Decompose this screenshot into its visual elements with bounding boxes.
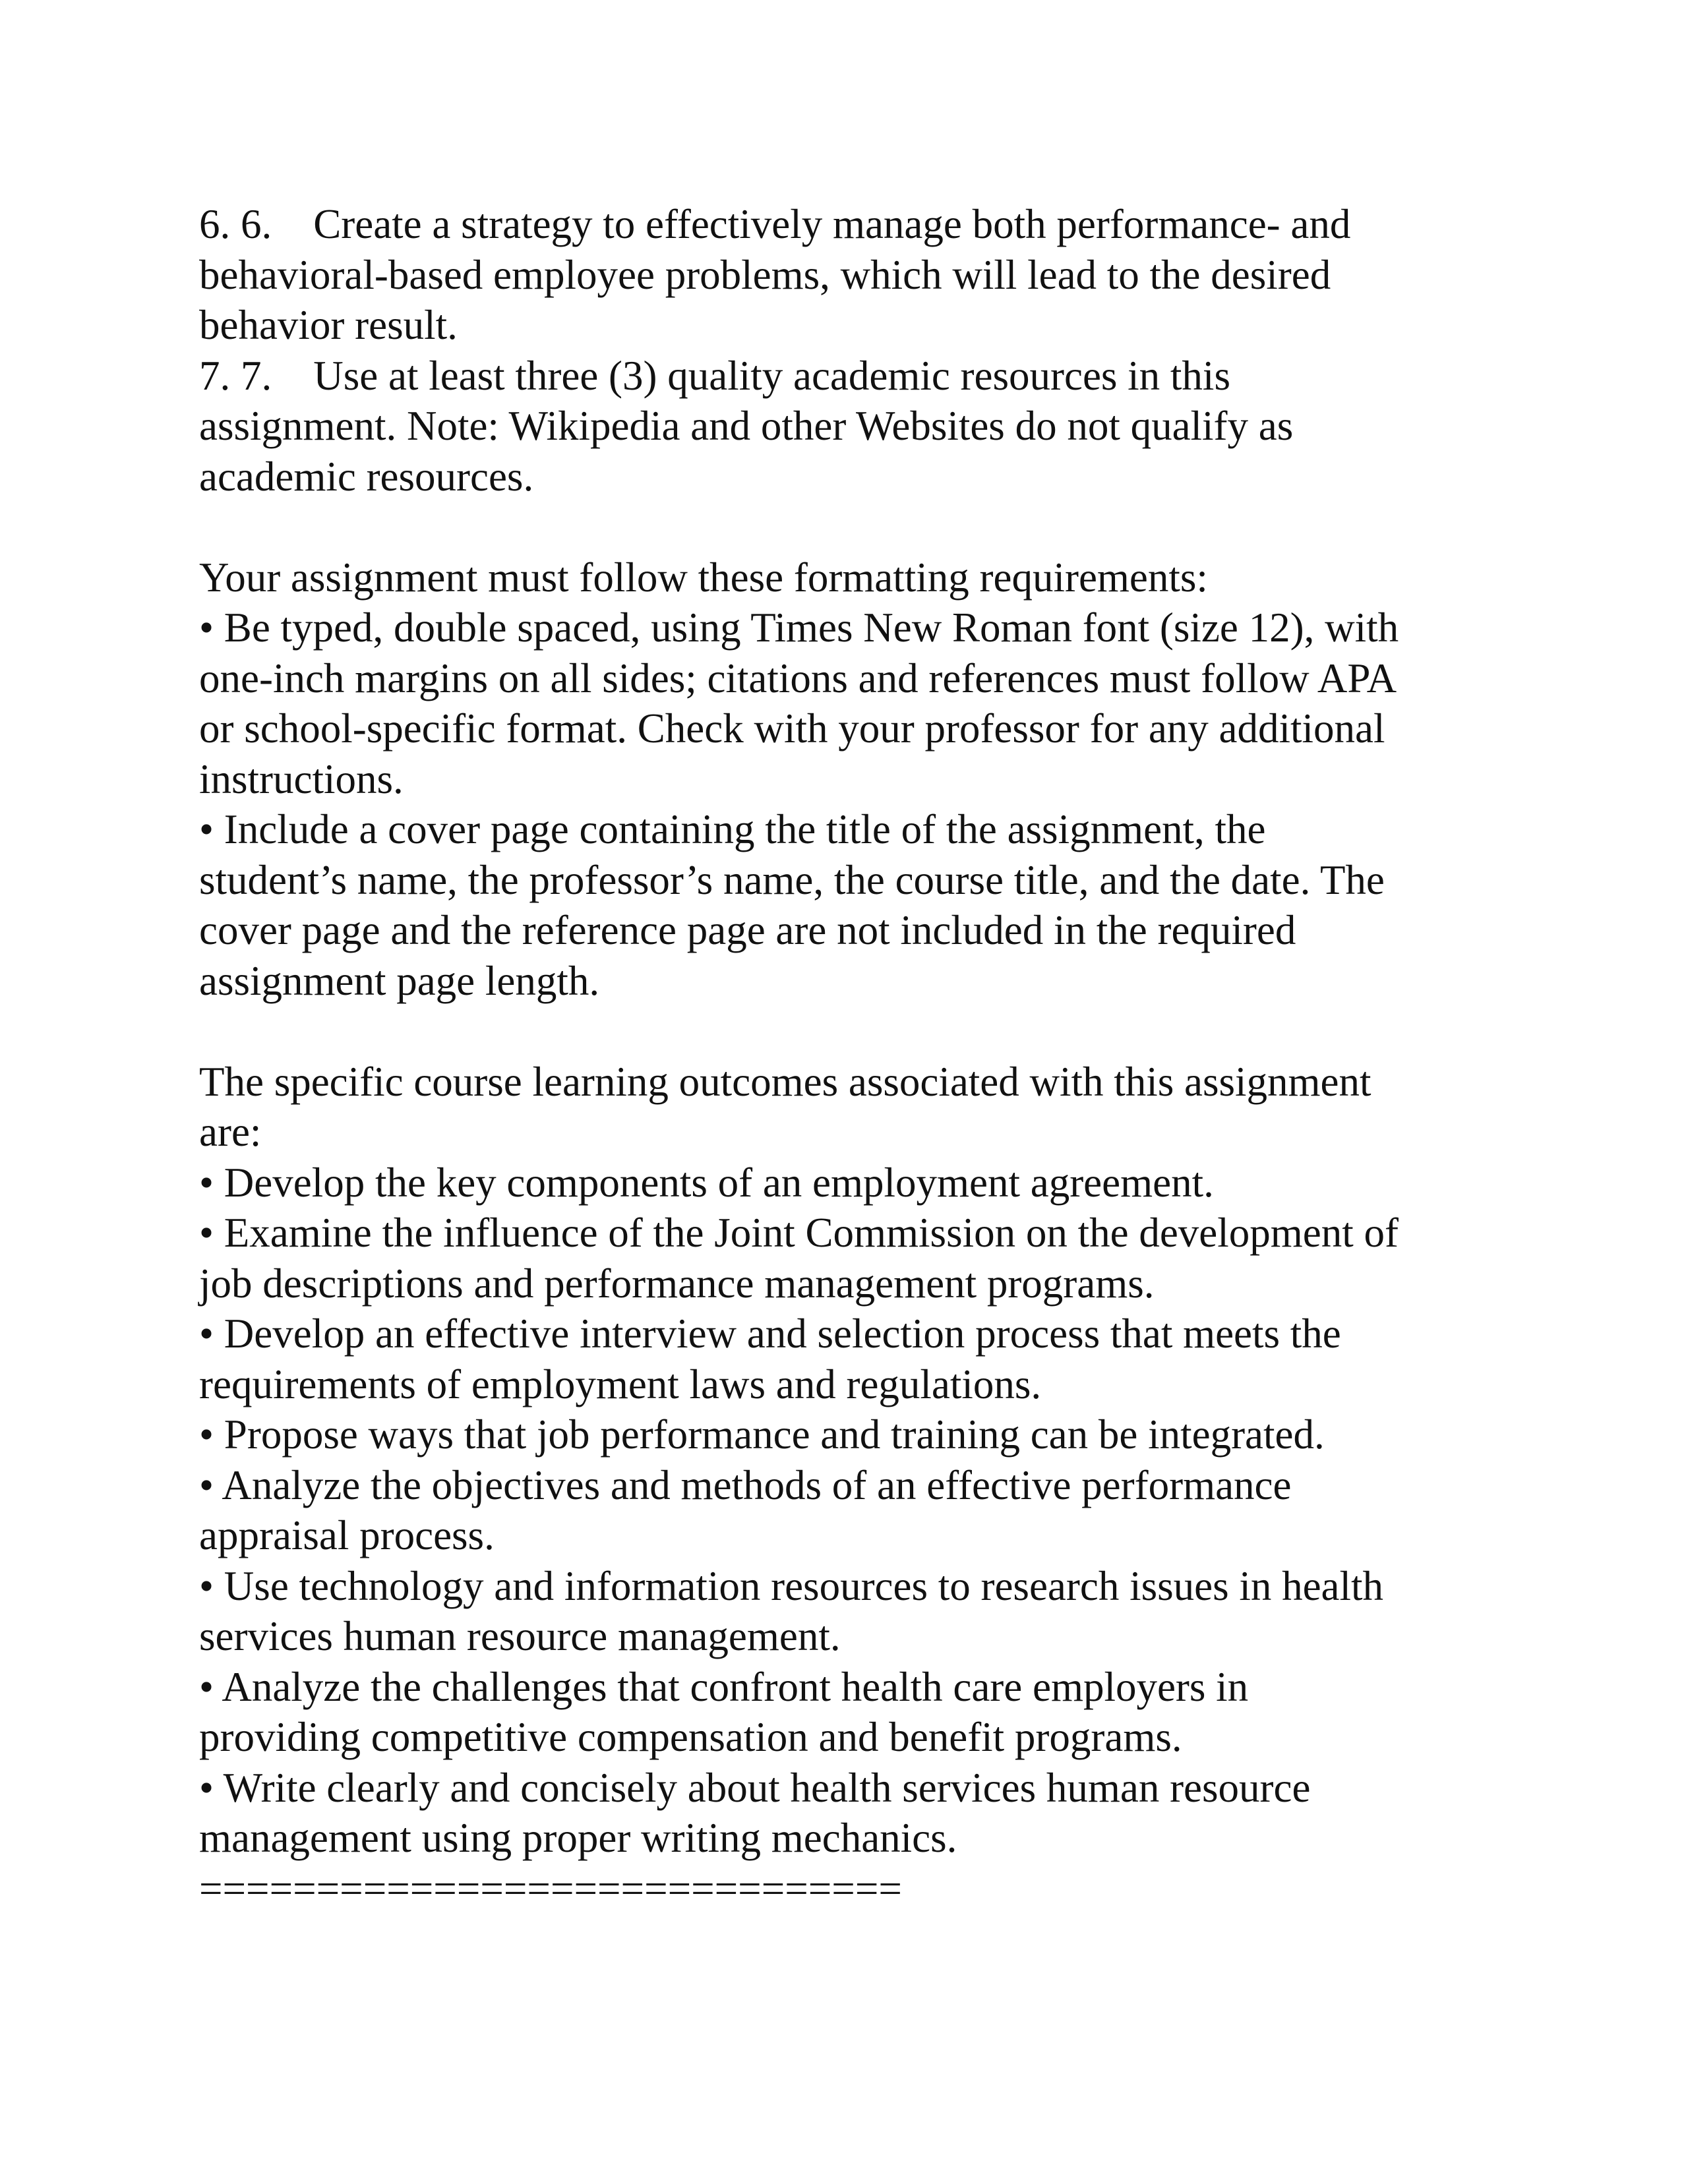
numbered-item-6 <box>199 199 1505 351</box>
text-line: cover page and the reference page are not included in the required <box>199 907 1296 953</box>
text-line: • Include a cover page containing the title of the assignment, the <box>199 806 1266 852</box>
section-heading: are: <box>199 1109 262 1155</box>
text-line: student’s name, the professor’s name, the course title, and the date. The <box>199 856 1385 903</box>
text-line: • Be typed, double spaced, using Times New Roman font (size 12), with <box>199 605 1399 651</box>
bullet-item <box>199 1158 1505 1208</box>
bullet-item <box>199 1309 1505 1409</box>
text-line: • Propose ways that job performance and training can be integrated. <box>199 1411 1325 1458</box>
section-heading: Your assignment must follow these formatting requirements: <box>199 554 1208 601</box>
text-line: academic resources. <box>199 453 534 500</box>
text-line: management using proper writing mechanics. <box>199 1815 957 1861</box>
text-line: services human resource management. <box>199 1613 841 1659</box>
formatting-requirements-section <box>199 552 1505 1007</box>
bullet-item <box>199 1460 1505 1561</box>
text-line: behavioral-based employee problems, which will lead to the desired <box>199 251 1331 298</box>
learning-outcomes-section <box>199 1057 1505 1864</box>
text-line: • Develop the key components of an employment agreement. <box>199 1159 1214 1206</box>
text-line: behavior result. <box>199 302 458 348</box>
blank-line <box>199 1006 1505 1057</box>
text-line: • Develop an effective interview and selection process that meets the <box>199 1311 1341 1357</box>
bullet-item <box>199 804 1505 1006</box>
text-line: requirements of employment laws and regulations. <box>199 1361 1042 1407</box>
blank-line <box>199 502 1505 552</box>
text-line: 6. 6. Create a strategy to effectively manage both performance- and <box>199 201 1351 247</box>
separator-line: ============================== <box>199 1865 902 1912</box>
text-line: • Analyze the objectives and methods of an effective performance <box>199 1461 1292 1508</box>
text-line: providing competitive compensation and benefit programs. <box>199 1714 1182 1760</box>
text-line: job descriptions and performance management programs. <box>199 1260 1155 1307</box>
bullet-item <box>199 1763 1505 1864</box>
text-line: assignment. Note: Wikipedia and other Websites do not qualify as <box>199 403 1294 449</box>
text-line: instructions. <box>199 755 404 802</box>
text-line: 7. 7. Use at least three (3) quality academic resources in this <box>199 352 1230 399</box>
text-line: • Analyze the challenges that confront health care employers in <box>199 1663 1249 1710</box>
numbered-item-7 <box>199 351 1505 502</box>
text-line: one-inch margins on all sides; citations and references must follow APA <box>199 655 1397 701</box>
text-line: • Examine the influence of the Joint Commission on the development of <box>199 1210 1399 1256</box>
bullet-item <box>199 603 1505 804</box>
text-line: appraisal process. <box>199 1512 495 1558</box>
document-body <box>199 199 1505 1914</box>
bullet-item <box>199 1662 1505 1763</box>
section-heading: The specific course learning outcomes associated with this assignment <box>199 1058 1372 1105</box>
bullet-item <box>199 1561 1505 1662</box>
text-line: • Write clearly and concisely about health services human resource <box>199 1764 1311 1811</box>
bullet-item <box>199 1409 1505 1460</box>
bullet-item <box>199 1208 1505 1309</box>
text-line: • Use technology and information resources to research issues in health <box>199 1562 1384 1609</box>
text-line: or school-specific format. Check with your professor for any additional <box>199 705 1385 752</box>
text-line: assignment page length. <box>199 957 600 1004</box>
